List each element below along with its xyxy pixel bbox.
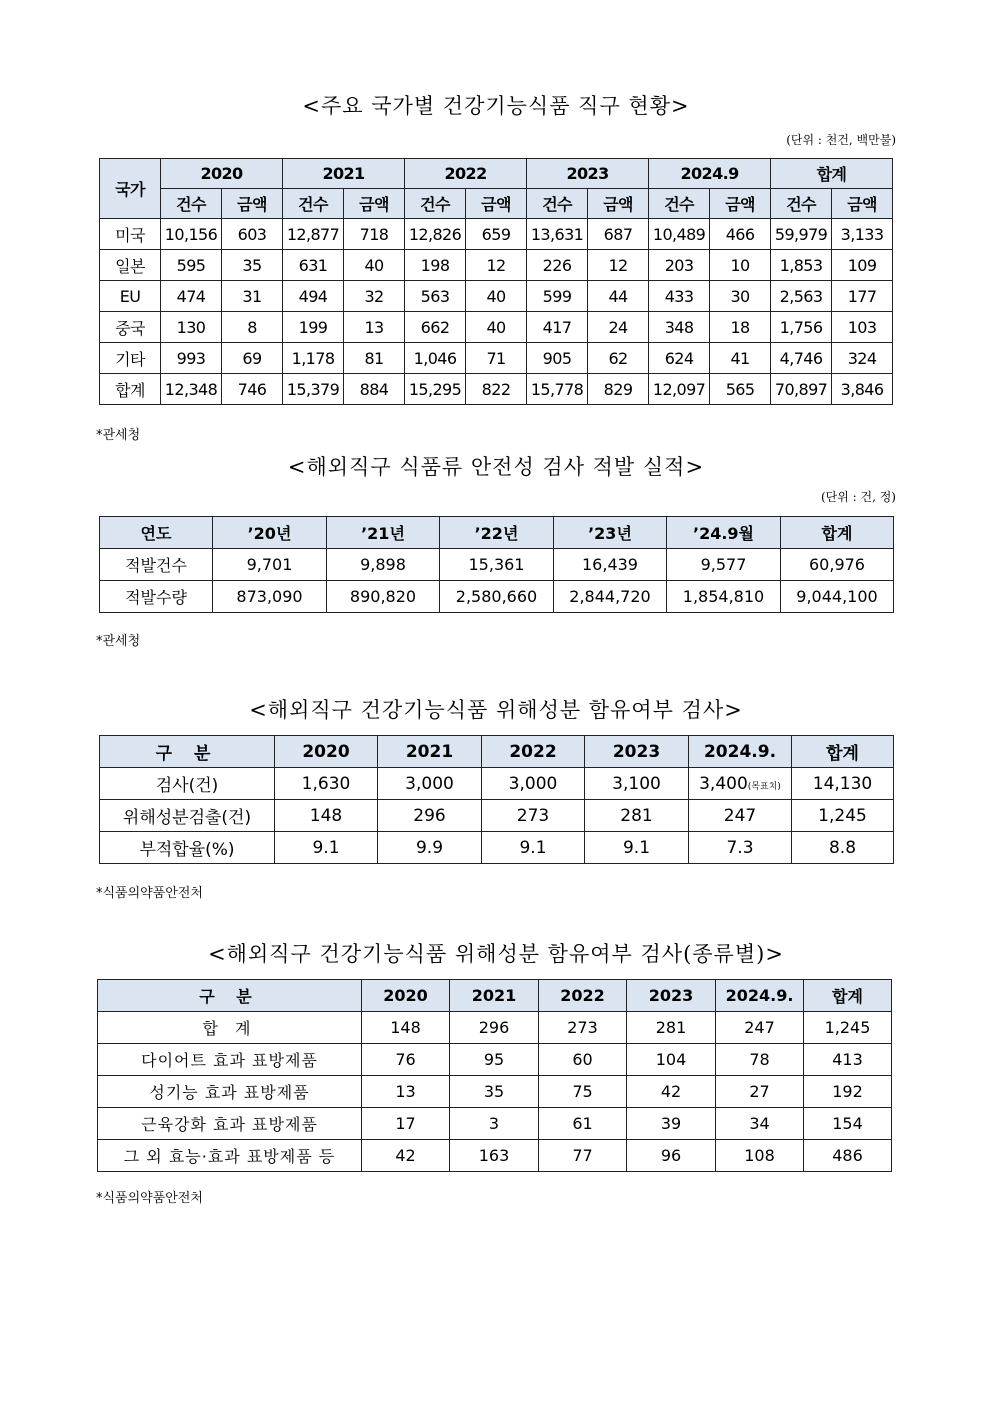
table-cell: 60,976 xyxy=(781,549,894,581)
table-row xyxy=(98,1012,892,1044)
table-cell: 1,756 xyxy=(771,312,832,343)
table-cell xyxy=(792,832,894,864)
table-cell xyxy=(792,768,894,800)
table-cell: 154 xyxy=(804,1108,892,1140)
table-cell: 247 xyxy=(716,1012,804,1044)
amount-header: 금액 xyxy=(832,189,893,219)
table-cell: 659 xyxy=(466,219,527,250)
table-cell: 15,361 xyxy=(440,549,554,581)
table-cell: 95 xyxy=(450,1044,539,1076)
table-row xyxy=(100,281,893,312)
column-header: ’24.9월 xyxy=(667,517,781,549)
table-cell: 281 xyxy=(627,1012,716,1044)
harmful-ingredient-by-type-table xyxy=(97,979,892,1172)
table-cell xyxy=(585,768,689,800)
table-cell: 603 xyxy=(222,219,283,250)
table-row xyxy=(98,1044,892,1076)
table-cell: 148 xyxy=(362,1012,450,1044)
table-cell: 103 xyxy=(832,312,893,343)
table-cell xyxy=(689,800,792,832)
table-cell xyxy=(482,768,585,800)
table-cell: 13,631 xyxy=(527,219,588,250)
table-cell: 16,439 xyxy=(554,549,667,581)
column-header: 2021 xyxy=(378,736,482,768)
table-cell: 18 xyxy=(710,312,771,343)
row-label: 기타 xyxy=(100,343,161,374)
table-cell xyxy=(689,768,792,800)
table-cell: 718 xyxy=(344,219,405,250)
row-label: 다이어트 효과 표방제품 xyxy=(98,1044,362,1076)
table4-source: *식품의약품안전처 xyxy=(96,1191,203,1206)
table-cell: 599 xyxy=(527,281,588,312)
row-label: 적발건수 xyxy=(100,549,213,581)
table-cell: 12 xyxy=(588,250,649,281)
table-cell: 15,778 xyxy=(527,374,588,405)
table-cell: 163 xyxy=(450,1140,539,1172)
row-label: 부적합율(%) xyxy=(100,832,275,864)
cell-value: 3,400 xyxy=(699,773,748,794)
table-cell xyxy=(585,832,689,864)
table-cell: 8 xyxy=(222,312,283,343)
table1-unit: (단위 : 천건, 백만불) xyxy=(786,133,896,147)
table3-title: <해외직구 건강기능식품 위해성분 함유여부 검사> xyxy=(249,698,743,722)
table-cell: 993 xyxy=(161,343,222,374)
column-header: 합계 xyxy=(781,517,894,549)
table-cell: 905 xyxy=(527,343,588,374)
column-header: 2020 xyxy=(275,736,378,768)
table-row xyxy=(98,1140,892,1172)
table-cell xyxy=(482,832,585,864)
row-label: 미국 xyxy=(100,219,161,250)
table-cell: 565 xyxy=(710,374,771,405)
cell-value: 3,000 xyxy=(405,773,454,794)
row-label: 그 외 효능·효과 표방제품 등 xyxy=(98,1140,362,1172)
year-header: 합계 xyxy=(771,159,893,189)
table-cell: 2,563 xyxy=(771,281,832,312)
table-cell: 348 xyxy=(649,312,710,343)
row-label: 합계 xyxy=(100,374,161,405)
table1-title: <주요 국가별 건강기능식품 직구 현황> xyxy=(302,94,690,118)
year-header: 2023 xyxy=(527,159,649,189)
table-cell: 595 xyxy=(161,250,222,281)
table-cell: 1,854,810 xyxy=(667,581,781,613)
count-header: 건수 xyxy=(283,189,344,219)
cell-value: 9.1 xyxy=(312,837,340,858)
table2-title: <해외직구 식품류 안전성 검사 적발 실적> xyxy=(287,455,705,479)
year-header: 2022 xyxy=(405,159,527,189)
table-row xyxy=(100,581,894,613)
food-safety-inspection-table xyxy=(99,516,894,613)
table-cell xyxy=(689,832,792,864)
table-cell: 13 xyxy=(362,1076,450,1108)
table-row xyxy=(98,1076,892,1108)
country-header: 국가 xyxy=(100,159,161,219)
row-label: 검사(건) xyxy=(100,768,275,800)
cell-value: 273 xyxy=(516,805,550,826)
cell-value: 8.8 xyxy=(828,837,857,858)
cell-value: 7.3 xyxy=(726,837,754,858)
table-cell: 226 xyxy=(527,250,588,281)
table-cell: 70,897 xyxy=(771,374,832,405)
table-cell: 177 xyxy=(832,281,893,312)
table-row xyxy=(100,549,894,581)
table-cell: 42 xyxy=(362,1140,450,1172)
table-cell: 1,245 xyxy=(804,1012,892,1044)
table-cell: 687 xyxy=(588,219,649,250)
column-header: 연도 xyxy=(100,517,213,549)
table-cell: 9,701 xyxy=(213,549,327,581)
table-row xyxy=(100,343,893,374)
cell-value: 1,630 xyxy=(301,773,351,794)
table-cell: 822 xyxy=(466,374,527,405)
table-cell: 884 xyxy=(344,374,405,405)
table-row xyxy=(100,800,894,832)
column-header: ’22년 xyxy=(440,517,554,549)
amount-header: 금액 xyxy=(222,189,283,219)
cell-value: 9.1 xyxy=(622,837,651,858)
table-cell: 631 xyxy=(283,250,344,281)
table-cell: 273 xyxy=(539,1012,627,1044)
column-header: 2023 xyxy=(627,980,716,1012)
table-cell: 192 xyxy=(804,1076,892,1108)
table-cell: 486 xyxy=(804,1140,892,1172)
table-cell: 746 xyxy=(222,374,283,405)
column-header: 2020 xyxy=(362,980,450,1012)
year-header: 2024.9 xyxy=(649,159,771,189)
table-row xyxy=(100,219,893,250)
table-row xyxy=(100,832,894,864)
row-label: 근육강화 효과 표방제품 xyxy=(98,1108,362,1140)
row-label: 성기능 효과 표방제품 xyxy=(98,1076,362,1108)
column-header: ’20년 xyxy=(213,517,327,549)
table-cell: 466 xyxy=(710,219,771,250)
table-cell: 59,979 xyxy=(771,219,832,250)
cell-value: 9.1 xyxy=(519,837,547,858)
table-cell: 1,178 xyxy=(283,343,344,374)
table-cell: 62 xyxy=(588,343,649,374)
count-header: 건수 xyxy=(527,189,588,219)
table-cell: 1,046 xyxy=(405,343,466,374)
cell-value: 1,245 xyxy=(818,805,867,826)
count-header: 건수 xyxy=(161,189,222,219)
table-cell: 78 xyxy=(716,1044,804,1076)
table-cell: 3,846 xyxy=(832,374,893,405)
table-cell: 12,826 xyxy=(405,219,466,250)
table-cell: 198 xyxy=(405,250,466,281)
cell-value: 148 xyxy=(309,805,343,826)
year-header: 2021 xyxy=(283,159,405,189)
table-cell: 12 xyxy=(466,250,527,281)
table-cell: 35 xyxy=(222,250,283,281)
table-cell: 873,090 xyxy=(213,581,327,613)
table-cell xyxy=(275,832,378,864)
table-cell: 9,898 xyxy=(327,549,440,581)
table-cell: 40 xyxy=(344,250,405,281)
table-cell xyxy=(378,800,482,832)
cell-value: 14,130 xyxy=(812,773,873,794)
table-cell: 890,820 xyxy=(327,581,440,613)
table-cell xyxy=(585,800,689,832)
table-cell: 60 xyxy=(539,1044,627,1076)
cell-value: 3,000 xyxy=(508,773,558,794)
table-cell: 44 xyxy=(588,281,649,312)
table-cell xyxy=(378,832,482,864)
table-cell xyxy=(378,768,482,800)
count-header: 건수 xyxy=(649,189,710,219)
table-cell: 17 xyxy=(362,1108,450,1140)
cell-value: 3,100 xyxy=(612,773,661,794)
table-cell: 9,044,100 xyxy=(781,581,894,613)
table-cell: 324 xyxy=(832,343,893,374)
table-cell: 2,844,720 xyxy=(554,581,667,613)
row-label: 중국 xyxy=(100,312,161,343)
table-cell: 30 xyxy=(710,281,771,312)
column-header: 2024.9. xyxy=(689,736,792,768)
table-cell: 108 xyxy=(716,1140,804,1172)
row-label: 위해성분검출(건) xyxy=(100,800,275,832)
amount-header: 금액 xyxy=(344,189,405,219)
table-cell: 42 xyxy=(627,1076,716,1108)
table-cell: 12,097 xyxy=(649,374,710,405)
table-cell: 13 xyxy=(344,312,405,343)
table-cell xyxy=(275,768,378,800)
table-cell: 39 xyxy=(627,1108,716,1140)
table-row xyxy=(100,768,894,800)
column-header: 2023 xyxy=(585,736,689,768)
table-cell: 81 xyxy=(344,343,405,374)
target-note: (목표치) xyxy=(747,781,781,792)
column-header: 구 분 xyxy=(98,980,362,1012)
country-purchase-table xyxy=(99,158,893,405)
table-cell: 624 xyxy=(649,343,710,374)
table-cell: 413 xyxy=(804,1044,892,1076)
table-cell: 829 xyxy=(588,374,649,405)
amount-header: 금액 xyxy=(710,189,771,219)
table-cell: 433 xyxy=(649,281,710,312)
table-cell: 77 xyxy=(539,1140,627,1172)
cell-value: 296 xyxy=(413,805,446,826)
table-cell: 474 xyxy=(161,281,222,312)
table-cell: 32 xyxy=(344,281,405,312)
table-cell: 10,156 xyxy=(161,219,222,250)
column-header: ’21년 xyxy=(327,517,440,549)
table-cell: 4,746 xyxy=(771,343,832,374)
amount-header: 금액 xyxy=(588,189,649,219)
table-cell: 563 xyxy=(405,281,466,312)
cell-value: 281 xyxy=(620,805,653,826)
table-row xyxy=(100,374,893,405)
table-cell: 10,489 xyxy=(649,219,710,250)
column-header: ’23년 xyxy=(554,517,667,549)
table-cell: 12,348 xyxy=(161,374,222,405)
table-row xyxy=(100,250,893,281)
table-cell: 3 xyxy=(450,1108,539,1140)
table-cell: 203 xyxy=(649,250,710,281)
year-header: 2020 xyxy=(161,159,283,189)
table-cell: 109 xyxy=(832,250,893,281)
cell-value: 9.9 xyxy=(415,837,444,858)
table-cell: 71 xyxy=(466,343,527,374)
table-cell xyxy=(792,800,894,832)
table-cell: 662 xyxy=(405,312,466,343)
table-row xyxy=(98,1108,892,1140)
column-header: 2024.9. xyxy=(716,980,804,1012)
table-cell: 1,853 xyxy=(771,250,832,281)
column-header: 2021 xyxy=(450,980,539,1012)
table-cell: 61 xyxy=(539,1108,627,1140)
table-cell: 76 xyxy=(362,1044,450,1076)
table-cell: 12,877 xyxy=(283,219,344,250)
table-cell: 40 xyxy=(466,312,527,343)
column-header: 합계 xyxy=(792,736,894,768)
table-cell: 34 xyxy=(716,1108,804,1140)
table2-unit: (단위 : 건, 정) xyxy=(820,490,896,504)
table-cell: 494 xyxy=(283,281,344,312)
table-cell: 27 xyxy=(716,1076,804,1108)
table3-source: *식품의약품안전처 xyxy=(96,886,203,901)
row-label: EU xyxy=(100,281,161,312)
column-header: 2022 xyxy=(539,980,627,1012)
count-header: 건수 xyxy=(771,189,832,219)
table-cell: 130 xyxy=(161,312,222,343)
table-cell: 35 xyxy=(450,1076,539,1108)
table2-source: *관세청 xyxy=(96,634,141,649)
table-cell: 199 xyxy=(283,312,344,343)
table-cell: 96 xyxy=(627,1140,716,1172)
row-label: 일본 xyxy=(100,250,161,281)
table-cell: 296 xyxy=(450,1012,539,1044)
table-cell: 10 xyxy=(710,250,771,281)
row-label: 합 계 xyxy=(98,1012,362,1044)
table-cell: 3,133 xyxy=(832,219,893,250)
column-header: 2022 xyxy=(482,736,585,768)
table-cell: 9,577 xyxy=(667,549,781,581)
column-header: 합계 xyxy=(804,980,892,1012)
table-cell: 69 xyxy=(222,343,283,374)
table-cell: 75 xyxy=(539,1076,627,1108)
table-cell: 40 xyxy=(466,281,527,312)
table-cell: 41 xyxy=(710,343,771,374)
cell-value: 247 xyxy=(723,805,757,826)
amount-header: 금액 xyxy=(466,189,527,219)
column-header: 구 분 xyxy=(100,736,275,768)
table-cell: 104 xyxy=(627,1044,716,1076)
table-cell: 15,379 xyxy=(283,374,344,405)
row-label: 적발수량 xyxy=(100,581,213,613)
table-cell: 31 xyxy=(222,281,283,312)
count-header: 건수 xyxy=(405,189,466,219)
table-cell: 24 xyxy=(588,312,649,343)
table4-title: <해외직구 건강기능식품 위해성분 함유여부 검사(종류별)> xyxy=(208,942,784,966)
table-cell: 2,580,660 xyxy=(440,581,554,613)
table-cell xyxy=(275,800,378,832)
table1-source: *관세청 xyxy=(96,428,141,443)
table-row xyxy=(100,312,893,343)
table-cell: 15,295 xyxy=(405,374,466,405)
harmful-ingredient-inspection-table xyxy=(99,735,894,864)
table-cell: 417 xyxy=(527,312,588,343)
table-cell xyxy=(482,800,585,832)
